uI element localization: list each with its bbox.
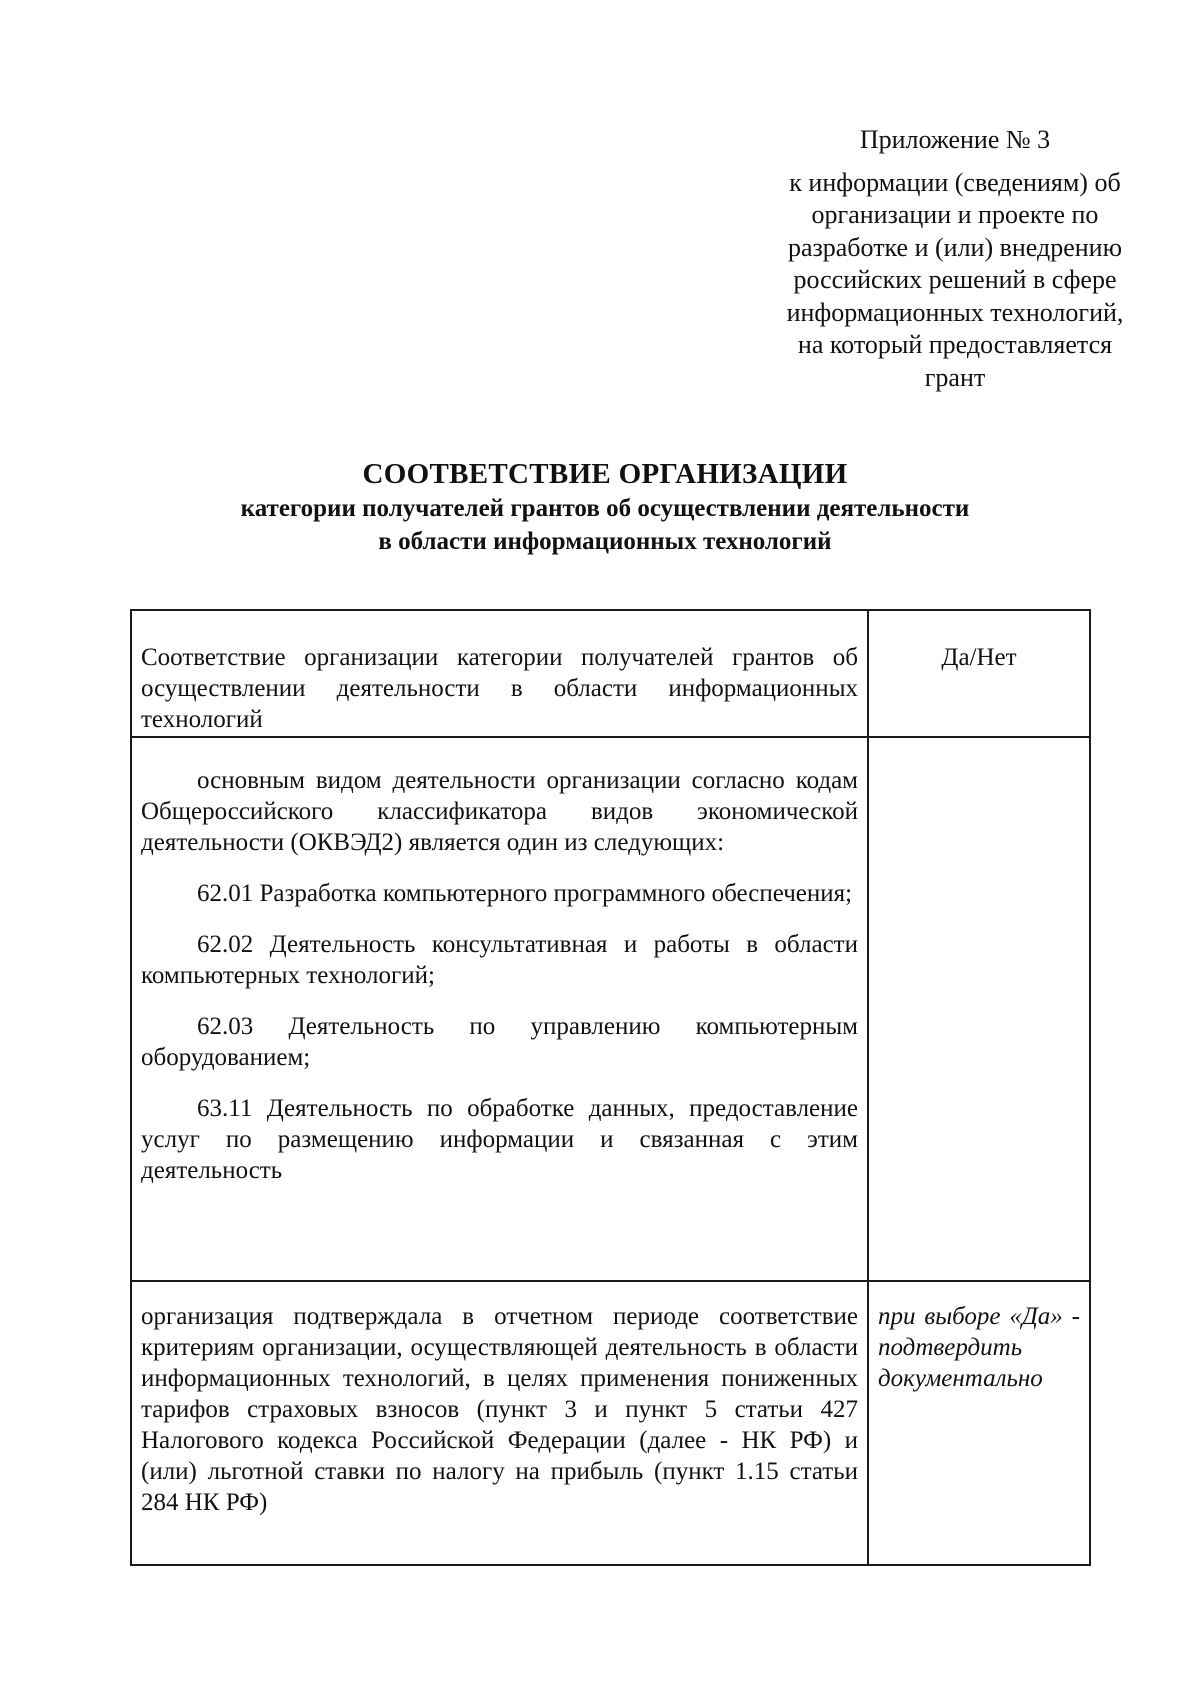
title-subtitle-line-2: в области информационных технологий [378, 528, 832, 555]
okved-code-paragraph: 62.02 Деятельность консультативная и работы в области компьютерных технологий; [141, 931, 858, 989]
document-title [140, 456, 1070, 558]
compliance-table [130, 609, 1091, 1566]
tax-criteria-text: организация подтверждала в отчетном периоде соответствие критериям организации, осуществляющей деятельность в области информационных технологий, в целях применения пониженных тарифов страховых взносов (пункт 3 и пункт 5 статьи 427 Налогового кодекса Российской Федерации (далее - НК РФ) и (или) льготной ставки по налогу на прибыль (пункт 1.15 статьи 284 НК РФ) [141, 1303, 858, 1516]
table-header-row [131, 610, 1090, 737]
title-main: СООТВЕТСТВИЕ ОРГАНИЗАЦИИ [362, 458, 848, 490]
title-subtitle-line-1: категории получателей грантов об осуществлении деятельности [240, 495, 970, 522]
tax-criteria-cell [131, 1281, 868, 1565]
okved-code-paragraph: 62.03 Деятельность по управлению компьютерным оборудованием; [141, 1013, 858, 1071]
annex-line: разработке и (или) внедрению [787, 232, 1123, 262]
header-criteria-cell [131, 610, 868, 737]
annex-line: российских решений в сфере [793, 265, 1117, 294]
annex-line: на который предоставляется [797, 330, 1113, 359]
annex-line: грант [924, 362, 986, 392]
annex-line: к информации (сведениям) об [789, 167, 1121, 197]
okved-answer-cell[interactable] [868, 737, 1090, 1281]
okved-intro-paragraph: основным видом деятельности организации согласно кодам Общероссийского классификатора видов экономической деятельности (ОКВЭД2) является один из следующих: [141, 767, 858, 856]
table-row-tax-criteria [131, 1281, 1090, 1565]
table-row-okved [131, 737, 1090, 1281]
okved-code-paragraph: 63.11 Деятельность по обработке данных, предоставление услуг по размещению информации и связанная с этим деятельность [141, 1095, 858, 1184]
okved-code-paragraph: 62.01 Разработка компьютерного программного обеспечения; [197, 880, 853, 907]
annex-line: информационных технологий, [786, 297, 1124, 327]
okved-criteria-cell [131, 737, 868, 1281]
header-answer-cell [868, 610, 1090, 737]
header-criteria-text: Соответствие организации категории получателей грантов об осуществлении деятельности в области информационных технологий [141, 644, 858, 733]
annex-block [735, 124, 1175, 394]
tax-answer-cell[interactable] [868, 1281, 1090, 1565]
annex-number: Приложение № 3 [859, 125, 1051, 154]
header-answer-text: Да/Нет [941, 644, 1017, 671]
tax-answer-note: при выборе «Да» - подтвердить документально [878, 1303, 1080, 1392]
annex-line: организации и проекте по [811, 200, 1099, 229]
